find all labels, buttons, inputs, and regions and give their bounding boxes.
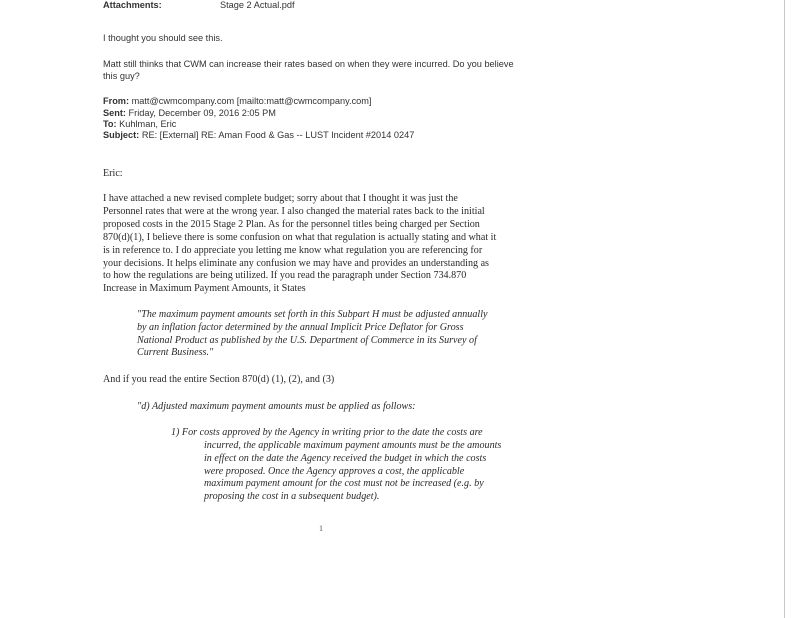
quote1-line: "The maximum payment amounts set forth in this Subpart H must be adjusted annually [137, 309, 488, 320]
to-value: Kuhlman, Eric [119, 119, 177, 129]
forward-question-line-2: this guy? [103, 71, 140, 81]
quote3-first-line: 1) For costs approved by the Agency in writing prior to the date the costs are [171, 427, 483, 438]
para1-line: is in reference to. I do appreciate you letting me know what regulation you are referencing for [103, 245, 483, 256]
quote1-line: National Product as published by the U.S. Department of Commerce in its Survey of [137, 335, 477, 346]
subject-value: RE: [External] RE: Aman Food & Gas -- LUST Incident #2014 0247 [141, 130, 415, 140]
greeting: Eric: [103, 168, 123, 179]
para1-line: 870(d)(1), I believe there is some confusion on what that regulation is actually stating and what it [103, 232, 497, 243]
sent-line [103, 108, 276, 118]
subject-line [103, 130, 414, 140]
quote3-line: proposing the cost in a subsequent budget). [204, 491, 380, 502]
para1-line: to how the regulations are being utilized. If you read the paragraph under Section 734.870 [103, 270, 467, 281]
page-edge-divider [784, 0, 785, 618]
subject-label: Subject: [103, 130, 140, 140]
from-label: From: [103, 96, 130, 106]
para1-line: Increase in Maximum Payment Amounts, it States [103, 283, 306, 294]
to-label: To: [103, 119, 117, 129]
para1-line: your decisions. It helps eliminate any confusion we may have and provides an understanding as [103, 258, 489, 269]
para2: And if you read the entire Section 870(d) (1), (2), and (3) [103, 374, 335, 385]
forward-note: I thought you should see this. [103, 33, 223, 43]
quote1-line: Current Business." [137, 347, 214, 358]
quote3-line: in effect on the date the Agency received the budget in which the costs [204, 453, 487, 464]
quote3-line: incurred, the applicable maximum payment amounts must be the amounts [204, 440, 502, 451]
quote3-line: were proposed. Once the Agency approves a cost, the applicable [204, 466, 465, 477]
from-value: matt@cwmcompany.com [mailto:matt@cwmcompany.com] [131, 96, 372, 106]
sent-label: Sent: [103, 108, 126, 118]
attachments-label: Attachments: [103, 0, 162, 10]
quote1-line: by an inflation factor determined by the annual Implicit Price Deflator for Gross [137, 322, 464, 333]
quote3-line: maximum payment amount for the cost must not be increased (e.g. by [204, 478, 484, 489]
para1-line: I have attached a new revised complete budget; sorry about that I thought it was just the [103, 193, 458, 204]
attachments-value: Stage 2 Actual.pdf [220, 0, 295, 10]
from-line [103, 96, 371, 106]
sent-value: Friday, December 09, 2016 2:05 PM [128, 108, 276, 118]
para1-line: proposed costs in the 2015 Stage 2 Plan. As for the personnel titles being charged per Section [103, 219, 480, 230]
para1-line: Personnel rates that were at the wrong year. I also changed the material rates back to the initial [103, 206, 485, 217]
quote2: "d) Adjusted maximum payment amounts must be applied as follows: [137, 401, 416, 412]
page-number: 1 [319, 524, 323, 533]
to-line [103, 119, 176, 129]
forward-question-line-1: Matt still thinks that CWM can increase their rates based on when they were incurred. Do you believe [103, 59, 514, 69]
